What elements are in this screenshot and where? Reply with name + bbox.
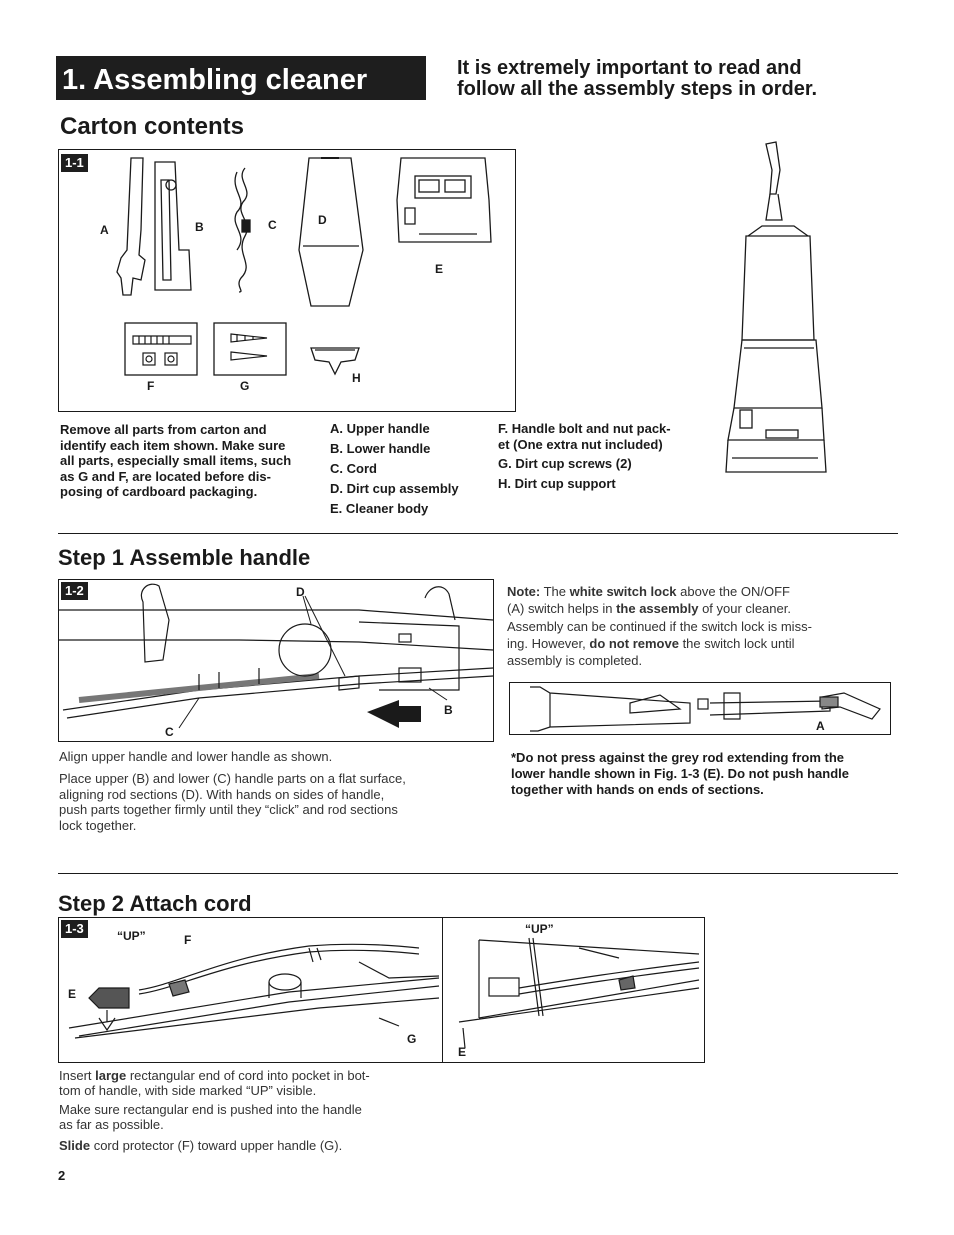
divider-2 bbox=[58, 873, 898, 874]
figure-1-1 bbox=[58, 149, 516, 412]
step1-heading: Step 1 Assemble handle bbox=[58, 545, 311, 570]
figure-1-3-divider bbox=[442, 918, 443, 1062]
switch-lock-illustration bbox=[510, 683, 890, 734]
important-note: It is extremely important to read and follow all the assembly steps in order. bbox=[457, 57, 818, 100]
carton-contents-heading: Carton contents bbox=[60, 113, 245, 140]
step1-place-text: Place upper (B) and lower (C) handle parts on a flat surface, aligning rod sections (D). With hands on sides of handle, push parts together firmly until they “click” and rod sections lock together. bbox=[59, 771, 406, 833]
label-1-3-E-left: E bbox=[68, 987, 77, 1001]
part-D: D. Dirt cup assembly bbox=[330, 481, 459, 496]
label-switch-A: A bbox=[816, 719, 825, 733]
part-F-line1: F. Handle bolt and nut pack- bbox=[498, 421, 671, 436]
page-title: 1. Assembling cleaner bbox=[62, 64, 368, 96]
label-D: D bbox=[318, 213, 327, 227]
label-1-3-up-left: “UP” bbox=[117, 929, 146, 943]
part-H: H. Dirt cup support bbox=[498, 475, 616, 491]
step2-insert-text: Insert large rectangular end of cord into pocket in bot- tom of handle, with side marked “UP” visible. bbox=[59, 1068, 370, 1098]
label-1-2-C: C bbox=[165, 725, 174, 739]
figure-tag-1-3: 1-3 bbox=[61, 920, 88, 938]
carton-parts-illustration bbox=[59, 150, 515, 411]
assembled-cleaner-illustration bbox=[722, 140, 832, 480]
parts-list-2 bbox=[498, 421, 671, 491]
step1-note: Note: The white switch lock above the ON/OFF (A) switch helps in the assembly of your cleaner. Assembly can be continued if the switch lock is miss- ing. However, do not remove the switch lock until assembly is completed. bbox=[507, 584, 812, 669]
part-C: C. Cord bbox=[330, 461, 377, 476]
figure-1-3 bbox=[58, 917, 705, 1063]
divider-1 bbox=[58, 533, 898, 534]
part-F-line2: et (One extra nut included) bbox=[498, 436, 663, 452]
step1-align-text: Align upper handle and lower handle as shown. bbox=[59, 749, 333, 764]
figure-1-2 bbox=[58, 579, 494, 742]
switch-lock-figure bbox=[509, 682, 891, 735]
figure-tag-1-2: 1-2 bbox=[61, 582, 88, 600]
carton-intro: Remove all parts from carton and identify each item shown. Make sure all parts, especially small items, such as G and F, are located before dis- posing of cardboard packaging. bbox=[60, 422, 292, 499]
label-1-3-F: F bbox=[184, 933, 192, 947]
label-1-2-D: D bbox=[296, 585, 305, 599]
label-1-3-G: G bbox=[407, 1032, 417, 1046]
step2-heading: Step 2 Attach cord bbox=[58, 891, 252, 916]
step2-make-sure-text: Make sure rectangular end is pushed into the handle as far as possible. bbox=[59, 1102, 362, 1132]
label-E: E bbox=[435, 262, 444, 276]
handle-alignment-illustration bbox=[59, 580, 493, 741]
label-A: A bbox=[100, 223, 109, 237]
label-H: H bbox=[352, 371, 361, 385]
part-B: B. Lower handle bbox=[330, 441, 431, 456]
label-1-2-B: B bbox=[444, 703, 453, 717]
label-C: C bbox=[268, 218, 277, 232]
label-B: B bbox=[195, 220, 204, 234]
label-G: G bbox=[240, 379, 250, 393]
label-F: F bbox=[147, 379, 155, 393]
parts-list-1 bbox=[330, 419, 459, 519]
figure-tag-1-1: 1-1 bbox=[61, 154, 88, 172]
label-1-3-E-right: E bbox=[458, 1045, 467, 1059]
label-1-3-up-right: “UP” bbox=[525, 922, 554, 936]
part-G: G. Dirt cup screws (2) bbox=[498, 456, 632, 471]
part-E: E. Cleaner body bbox=[330, 501, 429, 516]
step2-slide-text: Slide cord protector (F) toward upper handle (G). bbox=[59, 1138, 343, 1153]
step1-warning: *Do not press against the grey rod extending from the lower handle shown in Fig. 1-3 (E). Do not push handle together with hands on ends of sections. bbox=[511, 750, 850, 797]
part-A: A. Upper handle bbox=[330, 421, 430, 436]
page-number: 2 bbox=[58, 1168, 66, 1183]
cord-attach-illustration bbox=[59, 918, 704, 1062]
